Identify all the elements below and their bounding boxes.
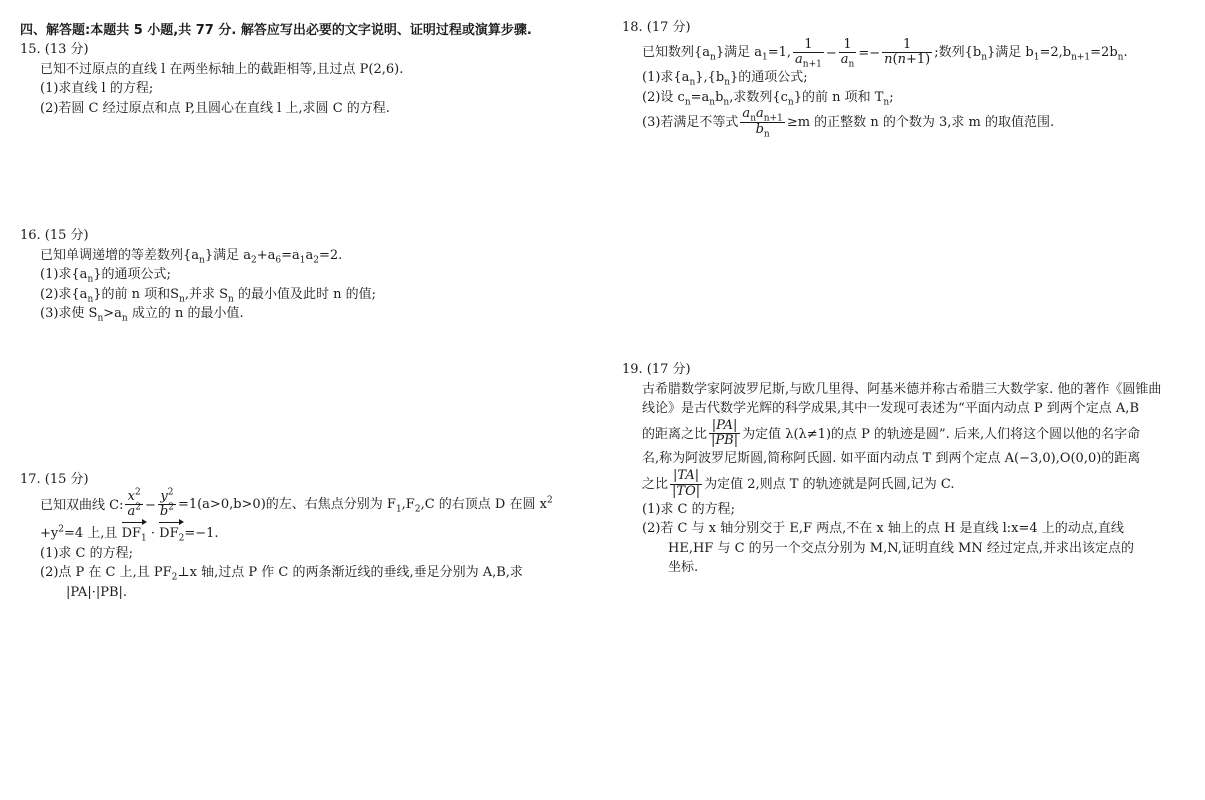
problem-15	[20, 40, 585, 118]
problem-19-line-1: 古希腊数学家阿波罗尼斯,与欧几里得、阿基米德并称古希腊三大数学家. 他的著作《圆锥曲	[642, 381, 1162, 397]
stem-text: $+y^2=4$ 上,且	[40, 525, 118, 542]
stem-text: 已知数列$\{a_n\}$满足 $a_1=1$,	[642, 45, 792, 64]
problem-19	[622, 360, 1187, 578]
problem-18-part-2: (2)设 $c_n=a_nb_n$,求数列$\{c_n\}$的前 n 项和 $T_n$;	[642, 89, 894, 108]
problem-15-number: 15. (13 分)	[20, 42, 89, 57]
problem-16-part-3: (3)求使 $S_n>a_n$ 成立的 n 的最小值.	[40, 306, 244, 324]
problem-16-part-2: (2)求$\{a_n\}$的前 n 项和$S_n$,并求 $S_n$ 的最小值及此时 n 的值;	[40, 286, 376, 305]
stem-text: ≥m 的正整数 n 的个数为 3,求 m 的取值范围.	[786, 115, 1055, 131]
stem-text: +a	[256, 247, 276, 263]
stem-text: a	[305, 247, 314, 263]
stem-text: (3)若满足不等式	[642, 115, 739, 131]
problem-17-part-2: (2)点 P 在 C 上,且 $PF_2\perp x$ 轴,过点 P 作 C 的两条渐近线的垂线,垂足分别为 A,B,求	[40, 565, 523, 583]
problem-15-part-1: (1)求直线 l 的方程;	[40, 81, 154, 96]
stem-text: =a	[281, 247, 300, 263]
problem-17-part-1: (1)求 C 的方程;	[40, 545, 134, 561]
problem-18-part-1: (1)求$\{a_n\},\{b_n\}$的通项公式;	[642, 70, 808, 88]
stem-text: =2.	[319, 247, 343, 263]
problem-19-line-4: 名,称为阿波罗尼斯圆,简称阿氏圆. 如平面内动点 T 到两个定点 A(−3,0),O(0,0)的距离	[642, 451, 1141, 467]
section-header: 四、解答题:本题共 5 小题,共 77 分. 解答应写出必要的文字说明、证明过程或演算步骤.	[20, 23, 532, 38]
problem-19-part-2: (2)若 C 与 x 轴分别交于 E,F 两点,不在 x 轴上的点 H 是直线 l:x=4 上的动点,直线	[642, 521, 1124, 537]
stem-text: }满足 a	[204, 247, 251, 263]
problem-19-part-1: (1)求 C 的方程;	[642, 501, 736, 517]
fraction-TA-TO: $\frac{|TA|}{|TO|}$	[672, 467, 701, 499]
problem-19-line-3	[622, 419, 1187, 450]
vector-DF1: $DF_1$	[122, 520, 147, 544]
stem-text: 已知单调递增的等差数列{a	[40, 247, 200, 263]
problem-17-number: 17. (15 分)	[20, 472, 89, 487]
problem-16	[20, 226, 585, 324]
problem-17	[20, 470, 585, 602]
stem-text: 为定值 λ(λ≠1)的点 P 的轨迹是圆”. 后来,人们将这个圆以他的名字命	[742, 426, 1141, 442]
stem-text: =1(a>0,b>0)的左、右焦点分别为 $F_1,F_2,C$ 的右顶点 D 在圆 $x^2$	[177, 496, 553, 516]
problem-17-part-2-cont: |PA|·|PB|.	[66, 584, 128, 600]
problem-15-part-2: (2)若圆 C 经过原点和点 P,且圆心在直线 l 上,求圆 C 的方程.	[40, 100, 390, 116]
problem-16-part-1: (1)求$\{a_n\}$的通项公式;	[40, 267, 171, 285]
fraction-1-an1: $\frac{1}{a_{n+1}}$	[795, 36, 822, 71]
stem-text: =−1.	[184, 526, 219, 542]
fraction-anan1-bn: $\frac{a_na_{n+1}}{b_n}$	[742, 106, 783, 140]
problem-19-line-2: 线论》是古代数学光辉的科学成果,其中一发现可表述为“平面内动点 P 到两个定点 A,B	[642, 401, 1139, 416]
stem-text: ;数列$\{b_n\}$满足 $b_1=2,b_{n+1}=2b_n$.	[934, 45, 1128, 64]
fraction-y2-b2: $\frac{y^2}{b^2}$	[159, 487, 174, 520]
problem-19-part-2-cont-2: 坐标.	[668, 560, 699, 576]
problem-18-number: 18. (17 分)	[622, 20, 691, 35]
problem-19-line-5	[622, 469, 1187, 500]
problem-17-stem-line-2: $+y^2=4$ 上,且 $DF_1 \cdot DF_2=-1$.	[20, 520, 585, 544]
stem-text: 已知双曲线 C:	[40, 497, 124, 513]
fraction-1-an: $\frac{1}{a_n}$	[840, 36, 855, 71]
problem-17-stem: 已知双曲线 C: $\frac{x^2}{a^2}$ − $\frac{y^2}{b^2}$ =1(a>0,b>0)的左、右焦点分别为 $F_1,F_2,C$ 的右顶点 D 在圆 $x^2$	[40, 487, 553, 520]
stem-text: 的距离之比	[642, 426, 708, 442]
problem-16-number: 16. (15 分)	[20, 228, 89, 243]
vector-DF2: $DF_2$	[159, 520, 184, 544]
problem-18	[622, 18, 1187, 138]
problem-15-stem: 已知不过原点的直线 l 在两坐标轴上的截距相等,且过点 P(2,6).	[40, 61, 404, 77]
problem-19-part-2-cont: HE,HF 与 C 的另一个交点分别为 M,N,证明直线 MN 经过定点,并求出该定点的	[668, 540, 1134, 556]
problem-16-stem: 已知单调递增的等差数列$\{a_n\}$满足 $a_2+a_6=a_1a_2=2$.	[40, 247, 343, 266]
stem-text: 为定值 2,则点 T 的轨迹就是阿氏圆,记为 C.	[704, 476, 955, 492]
fraction-PA-PB: $\frac{|PA|}{|PB|}$	[711, 417, 739, 449]
fraction-1-nn1: $\frac{1}{n(n+1)}$	[884, 36, 931, 68]
fraction-x2-a2: $\frac{x^2}{a^2}$	[127, 487, 141, 520]
stem-text: 之比	[642, 476, 669, 492]
problem-19-number: 19. (17 分)	[622, 362, 691, 377]
problem-18-stem: 已知数列$\{a_n\}$满足 $a_1=1$, $\frac{1}{a_{n+1}}$ − $\frac{1}{a_n}$ =− $\frac{1}{n(n+1)}$ ;数列$\{b_n\}$满足 $b_1=2,b_{n+1}=2b_n$.	[642, 36, 1128, 71]
problem-18-part-3	[622, 107, 1187, 138]
